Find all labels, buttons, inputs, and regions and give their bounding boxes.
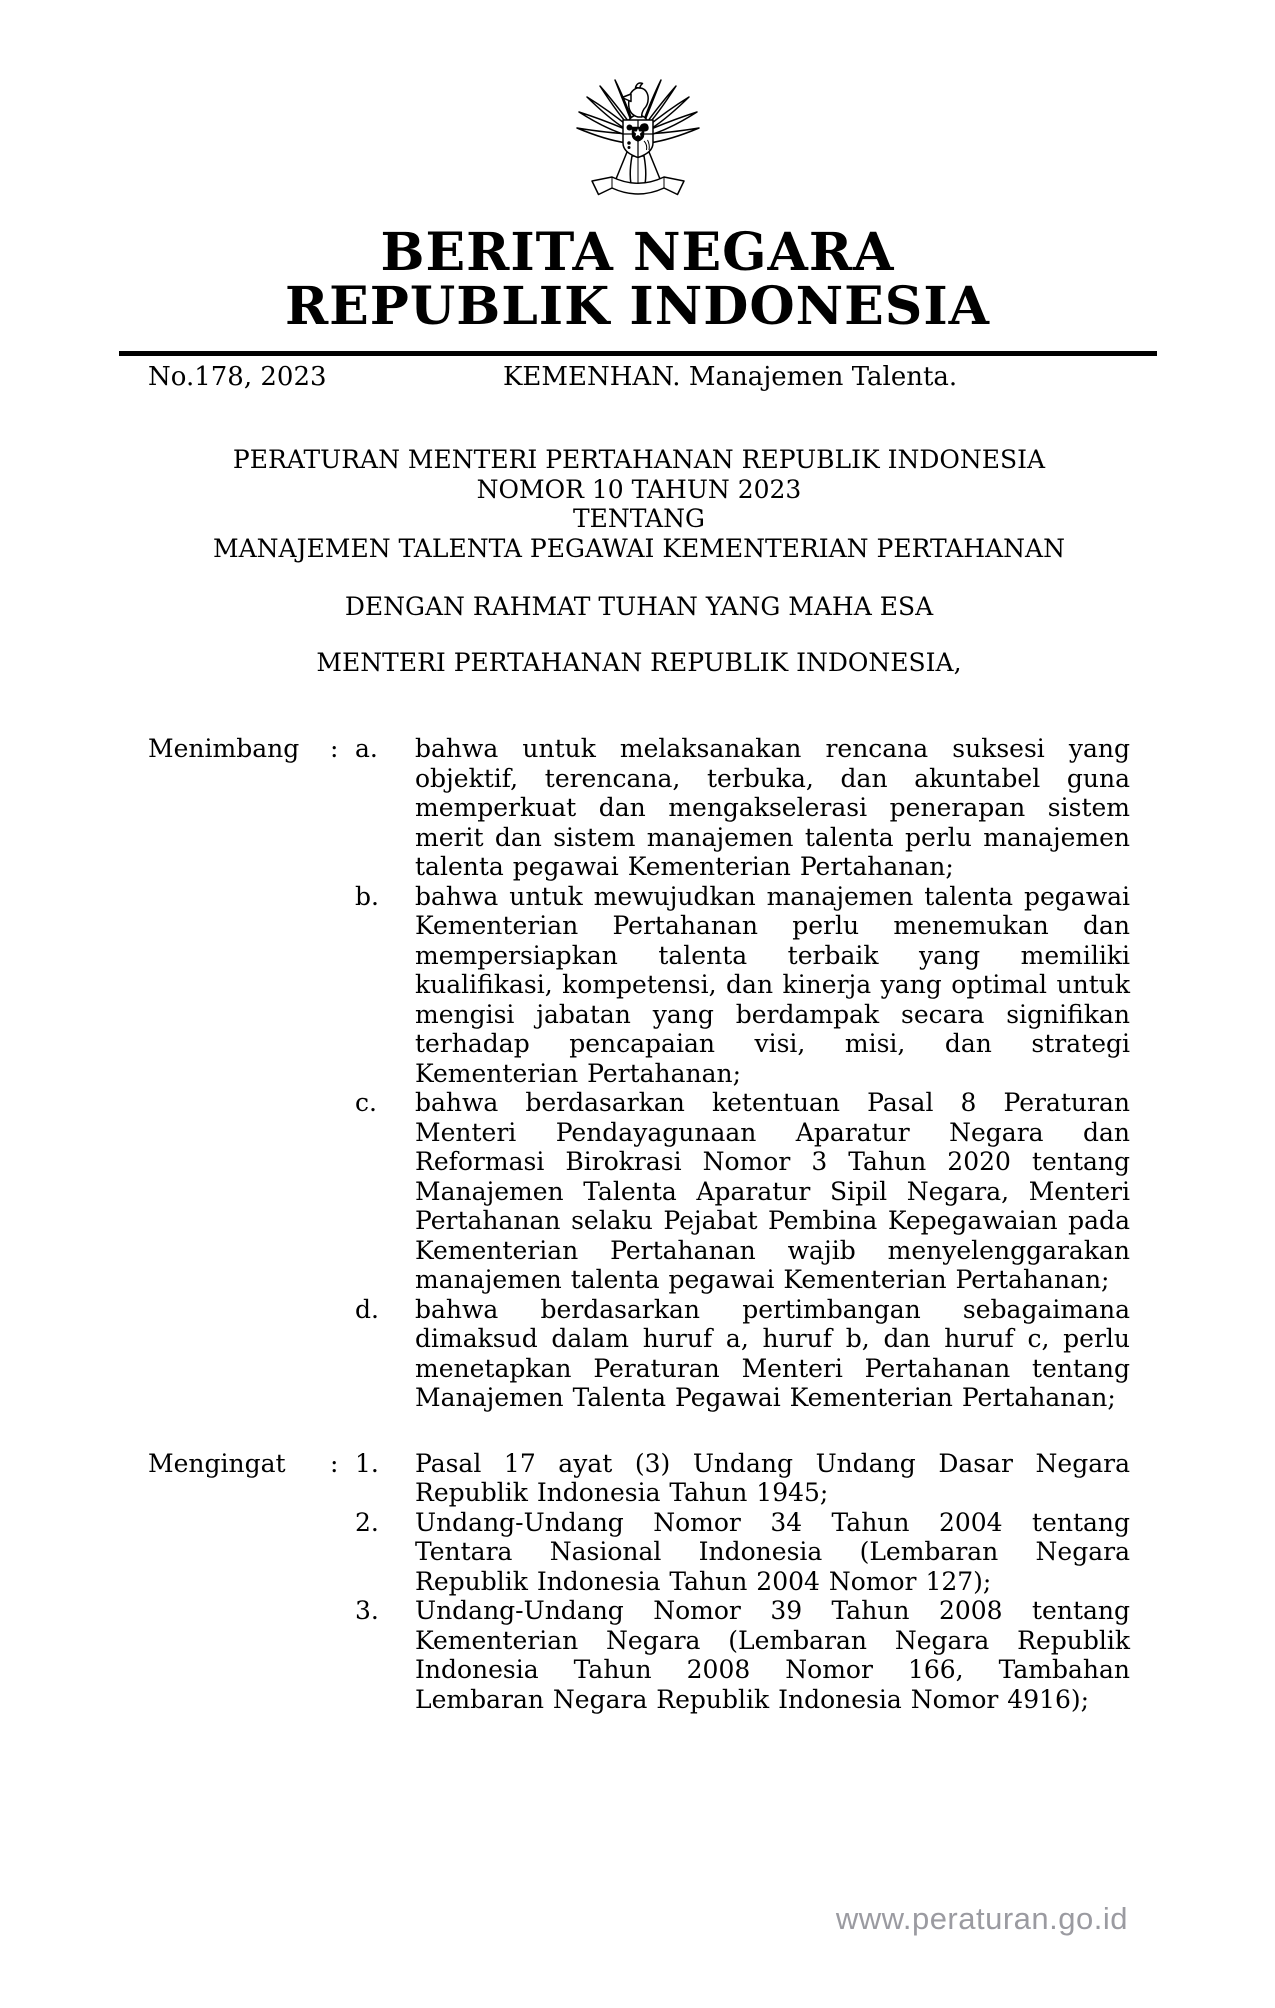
document-page [0,58,1275,2008]
regulation-title-line: PERATURAN MENTERI PERTAHANAN REPUBLIK INDONESIA [232,445,1046,474]
subject-line: KEMENHAN. Manajemen Talenta. [503,362,958,392]
masthead-title-line2: REPUBLIK INDONESIA [284,276,991,337]
regulation-tentang-line: TENTANG [572,504,705,533]
consideration-item [148,1295,1130,1413]
legal-basis-item [148,1508,1130,1597]
item-marker: c. [355,1088,377,1117]
legal-basis-item [148,1596,1130,1714]
section-label: Mengingat [148,1448,286,1478]
regulation-number-line: NOMOR 10 TAHUN 2023 [476,474,802,504]
item-marker: 2. [355,1507,379,1537]
item-text: bahwa berdasarkan pertimbangan sebagaimana dimaksud dalam huruf a, huruf b, dan huruf c, perlu menetapkan Peraturan Menteri Pertahanan tentang Manajemen Talenta Pegawai Kementerian Pertahanan; [415,1294,1130,1412]
section-colon: : [330,1448,339,1478]
issue-number: No.178, 2023 [148,362,327,392]
item-marker: 3. [355,1596,379,1625]
item-marker: a. [355,734,378,763]
masthead-meta-row [148,362,1130,392]
item-text: bahwa berdasarkan ketentuan Pasal 8 Peraturan Menteri Pendayagunaan Aparatur Negara dan Reformasi Birokrasi Nomor 3 Tahun 2020 tentang Manajemen Talenta Aparatur Sipil Negara, Menteri Pertahanan selaku Pejabat Pembina Kepegawaian pada Kementerian Pertahanan wajib menyelenggarakan manajemen talenta pegawai Kementerian Pertahanan; [415,1088,1130,1294]
item-text: bahwa untuk mewujudkan manajemen talenta pegawai Kementerian Pertahanan perlu menemukan dan mempersiapkan talenta terbaik yang memiliki kualifikasi, kompetensi, dan kinerja yang optimal untuk mengisi jabatan yang berdampak secara signifikan terhadap pencapaian visi, misi, dan strategi Kementerian Pertahanan; [415,881,1130,1088]
invocation-line: DENGAN RAHMAT TUHAN YANG MAHA ESA [344,592,934,621]
section-mengingat [148,1449,1130,1715]
item-text: Pasal 17 ayat (3) Undang Undang Dasar Negara Republik Indonesia Tahun 1945; [415,1448,1130,1507]
legal-basis-item [148,1449,1130,1508]
masthead [0,58,1275,392]
section-label: Menimbang [148,734,300,763]
document-body [148,445,1130,1714]
item-text: Undang-Undang Nomor 39 Tahun 2008 tentang Kementerian Negara (Lembaran Negara Republik Indonesia Tahun 2008 Nomor 166, Tambahan Lembaran Negara Republik Indonesia Nomor 4916); [415,1596,1130,1714]
item-marker: d. [355,1294,379,1324]
consideration-item [148,734,1130,882]
regulation-title-block [148,445,1130,563]
watermark-url: www.peraturan.go.id [835,1901,1128,1936]
masthead-title-line1: BERITA NEGARA [380,222,895,283]
garuda-pancasila-emblem [563,58,713,210]
item-marker: b. [355,881,379,911]
section-colon: : [330,734,339,763]
item-text: bahwa untuk melaksanakan rencana suksesi yang objektif, terencana, terbuka, dan akuntabel guna memperkuat dan mengakselerasi penerapan sistem merit dan sistem manajemen talenta perlu manajemen talenta pegawai Kementerian Pertahanan; [415,734,1130,881]
item-text: Undang-Undang Nomor 34 Tahun 2004 tentang Tentara Nasional Indonesia (Lembaran Negara Republik Indonesia Tahun 2004 Nomor 127); [415,1507,1130,1596]
section-menimbang [148,734,1130,1413]
issuer-line: MENTERI PERTAHANAN REPUBLIK INDONESIA, [316,647,962,677]
masthead-rule [119,351,1157,356]
consideration-item [148,1088,1130,1295]
regulation-subject-line: MANAJEMEN TALENTA PEGAWAI KEMENTERIAN PERTAHANAN [213,533,1065,563]
consideration-item [148,882,1130,1089]
item-marker: 1. [355,1448,379,1478]
